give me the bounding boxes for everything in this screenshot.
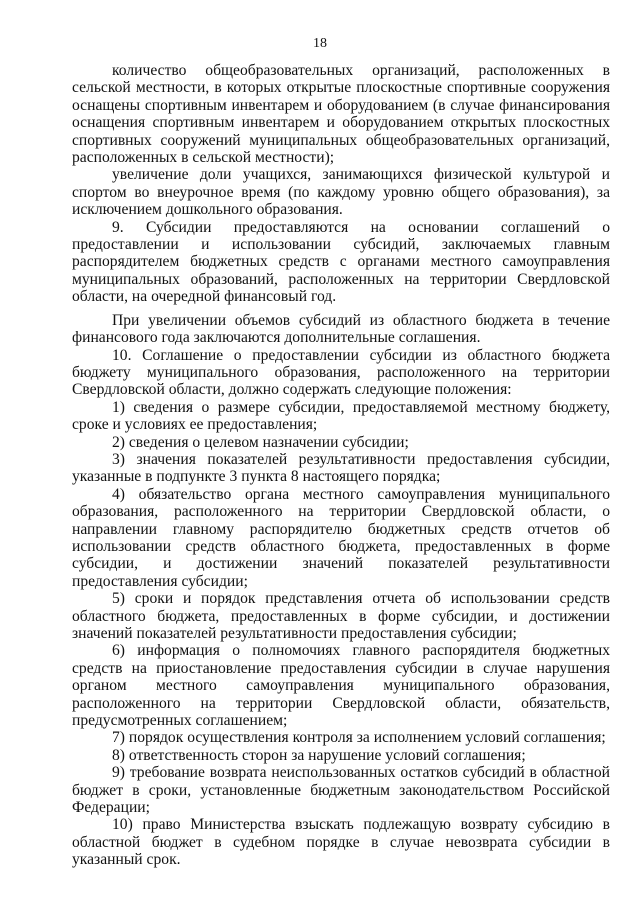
list-item-10: 10) право Министерства взыскать подлежащую возврату субсидию в областной бюджет в судебном порядке в случае невозврата субсидии в указанный срок. xyxy=(72,816,610,869)
paragraph-additional-agreements: При увеличении объемов субсидий из областного бюджета в течение финансового года заключаются дополнительные соглашения. xyxy=(72,311,610,347)
paragraph-count-schools: количество общеобразовательных организаций, расположенных в сельской местности, в которых открытые плоскостные спортивные сооружения оснащены спортивным инвентарем и оборудованием (в случае финансирования оснащения спортивным инвентарем и оборудованием открытых плоскостных спортивных сооружений муниципальных общеобразовательных организаций, расположенных в сельской местности); xyxy=(72,62,610,167)
paragraph-clause-10: 10. Соглашение о предоставлении субсидии из областного бюджета бюджету муниципального образования, расположенного на территории Свердловской области, должно содержать следующие положения: xyxy=(72,346,610,399)
paragraph-clause-9: 9. Субсидии предоставляются на основании соглашений о предоставлении и использовании субсидий, заключаемых главным распорядителем бюджетных средств с органами местного самоуправления муниципальных образований, расположенных на территории Свердловской области, на очередной финансовый год. xyxy=(72,218,610,306)
list-item-8: 8) ответственность сторон за нарушение условий соглашения; xyxy=(112,746,526,764)
list-item-1: 1) сведения о размере субсидии, предоставляемой местному бюджету, сроке и условиях ее предоставления; xyxy=(72,398,610,434)
list-item-3: 3) значения показателей результативности предоставления субсидии, указанные в подпункте 3 пункта 8 настоящего порядка; xyxy=(72,450,610,486)
list-item-4: 4) обязательство органа местного самоуправления муниципального образования, расположенного на территории Свердловской области, о направлении главному распорядителю бюджетных средств отчетов об использовании средств областного бюджета, предоставленных в форме субсидии, и достижении значений показателей результативности предоставления субсидии; xyxy=(72,485,610,590)
list-item-7: 7) порядок осуществления контроля за исполнением условий соглашения; xyxy=(112,729,606,747)
list-item-6: 6) информация о полномочиях главного распорядителя бюджетных средств на приостановление предоставления субсидии в случае нарушения органом местного самоуправления муниципального образования, расположенного на территории Свердловской области, обязательств, предусмотренных соглашением; xyxy=(72,642,610,730)
list-item-5: 5) сроки и порядок представления отчета об использовании средств областного бюджета, предоставленных в форме субсидии, и достижении значений показателей результативности предоставления субсидии; xyxy=(72,590,610,642)
list-item-9: 9) требование возврата неиспользованных остатков субсидий в областной бюджет в сроки, установленные бюджетным законодательством Российской Федерации; xyxy=(72,764,610,817)
list-item-2: 2) сведения о целевом назначении субсидии; xyxy=(112,433,409,451)
page-number: 18 xyxy=(313,36,327,51)
paragraph-students-share: увеличение доли учащихся, занимающихся физической культурой и спортом во внеурочное время (по каждому уровню общего образования), за исключением дошкольного образования. xyxy=(72,166,610,219)
document-body xyxy=(72,62,610,869)
